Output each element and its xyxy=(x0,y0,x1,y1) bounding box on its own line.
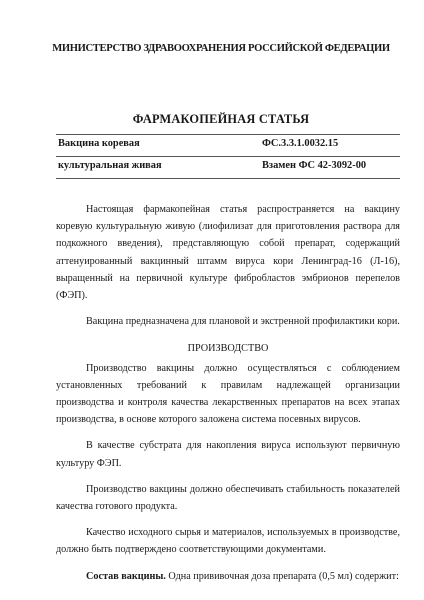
article-body xyxy=(56,201,400,585)
top-rule xyxy=(56,134,400,135)
ministry-heading: МИНИСТЕРСТВО ЗДРАВООХРАНЕНИЯ РОССИЙСКОЙ ФЕДЕРАЦИИ xyxy=(52,43,390,54)
paragraph-composition xyxy=(56,568,400,585)
middle-rule xyxy=(56,156,400,157)
preparation-name-line2: культуральная живая xyxy=(58,160,162,171)
paragraph-raw-materials: Качество исходного сырья и материалов, используемых в производстве, должно быть подтверждено соответствующими документами. xyxy=(56,527,400,556)
section-heading-production: ПРОИЗВОДСТВО xyxy=(187,343,269,355)
preparation-name-line1: Вакцина коревая xyxy=(58,138,140,149)
paragraph-scope: Настоящая фармакопейная статья распространяется на вакцину коревую культуральную живую (лиофилизат для приготовления раствора для подкожного введения), представляющую собой препарат, содержащий аттенуированный вакцинный штамм вируса кори Ленинград-16 (Л-16), выращенный на первичной культуре фибробластов эмбрионов перепелов (ФЭП). xyxy=(56,204,400,302)
paragraph-production-requirements: Производство вакцины должно осуществляться с соблюдением установленных требований к правилам надлежащей организации производства и контроля качества лекарственных препаратов на всех этапах производства, в основе которого заложена система посевных вирусов. xyxy=(56,362,400,426)
article-code: ФС.3.3.1.0032.15 xyxy=(262,138,339,149)
composition-lead: Состав вакцины. xyxy=(86,570,166,582)
paragraph-purpose: Вакцина предназначена для плановой и экстренной профилактики кори. xyxy=(86,316,400,328)
paragraph-stability: Производство вакцины должно обеспечивать стабильность показателей качества готового продукта. xyxy=(56,483,400,513)
replaces-article: Взамен ФС 42-3092-00 xyxy=(262,160,367,171)
composition-text: Одна прививочная доза препарата (0,5 мл) содержит: xyxy=(165,570,399,582)
document-title: ФАРМАКОПЕЙНАЯ СТАТЬЯ xyxy=(132,112,310,126)
paragraph-substrate: В качестве субстрата для накопления вируса используют первичную культуру ФЭП. xyxy=(56,440,400,469)
bottom-rule xyxy=(56,178,400,179)
